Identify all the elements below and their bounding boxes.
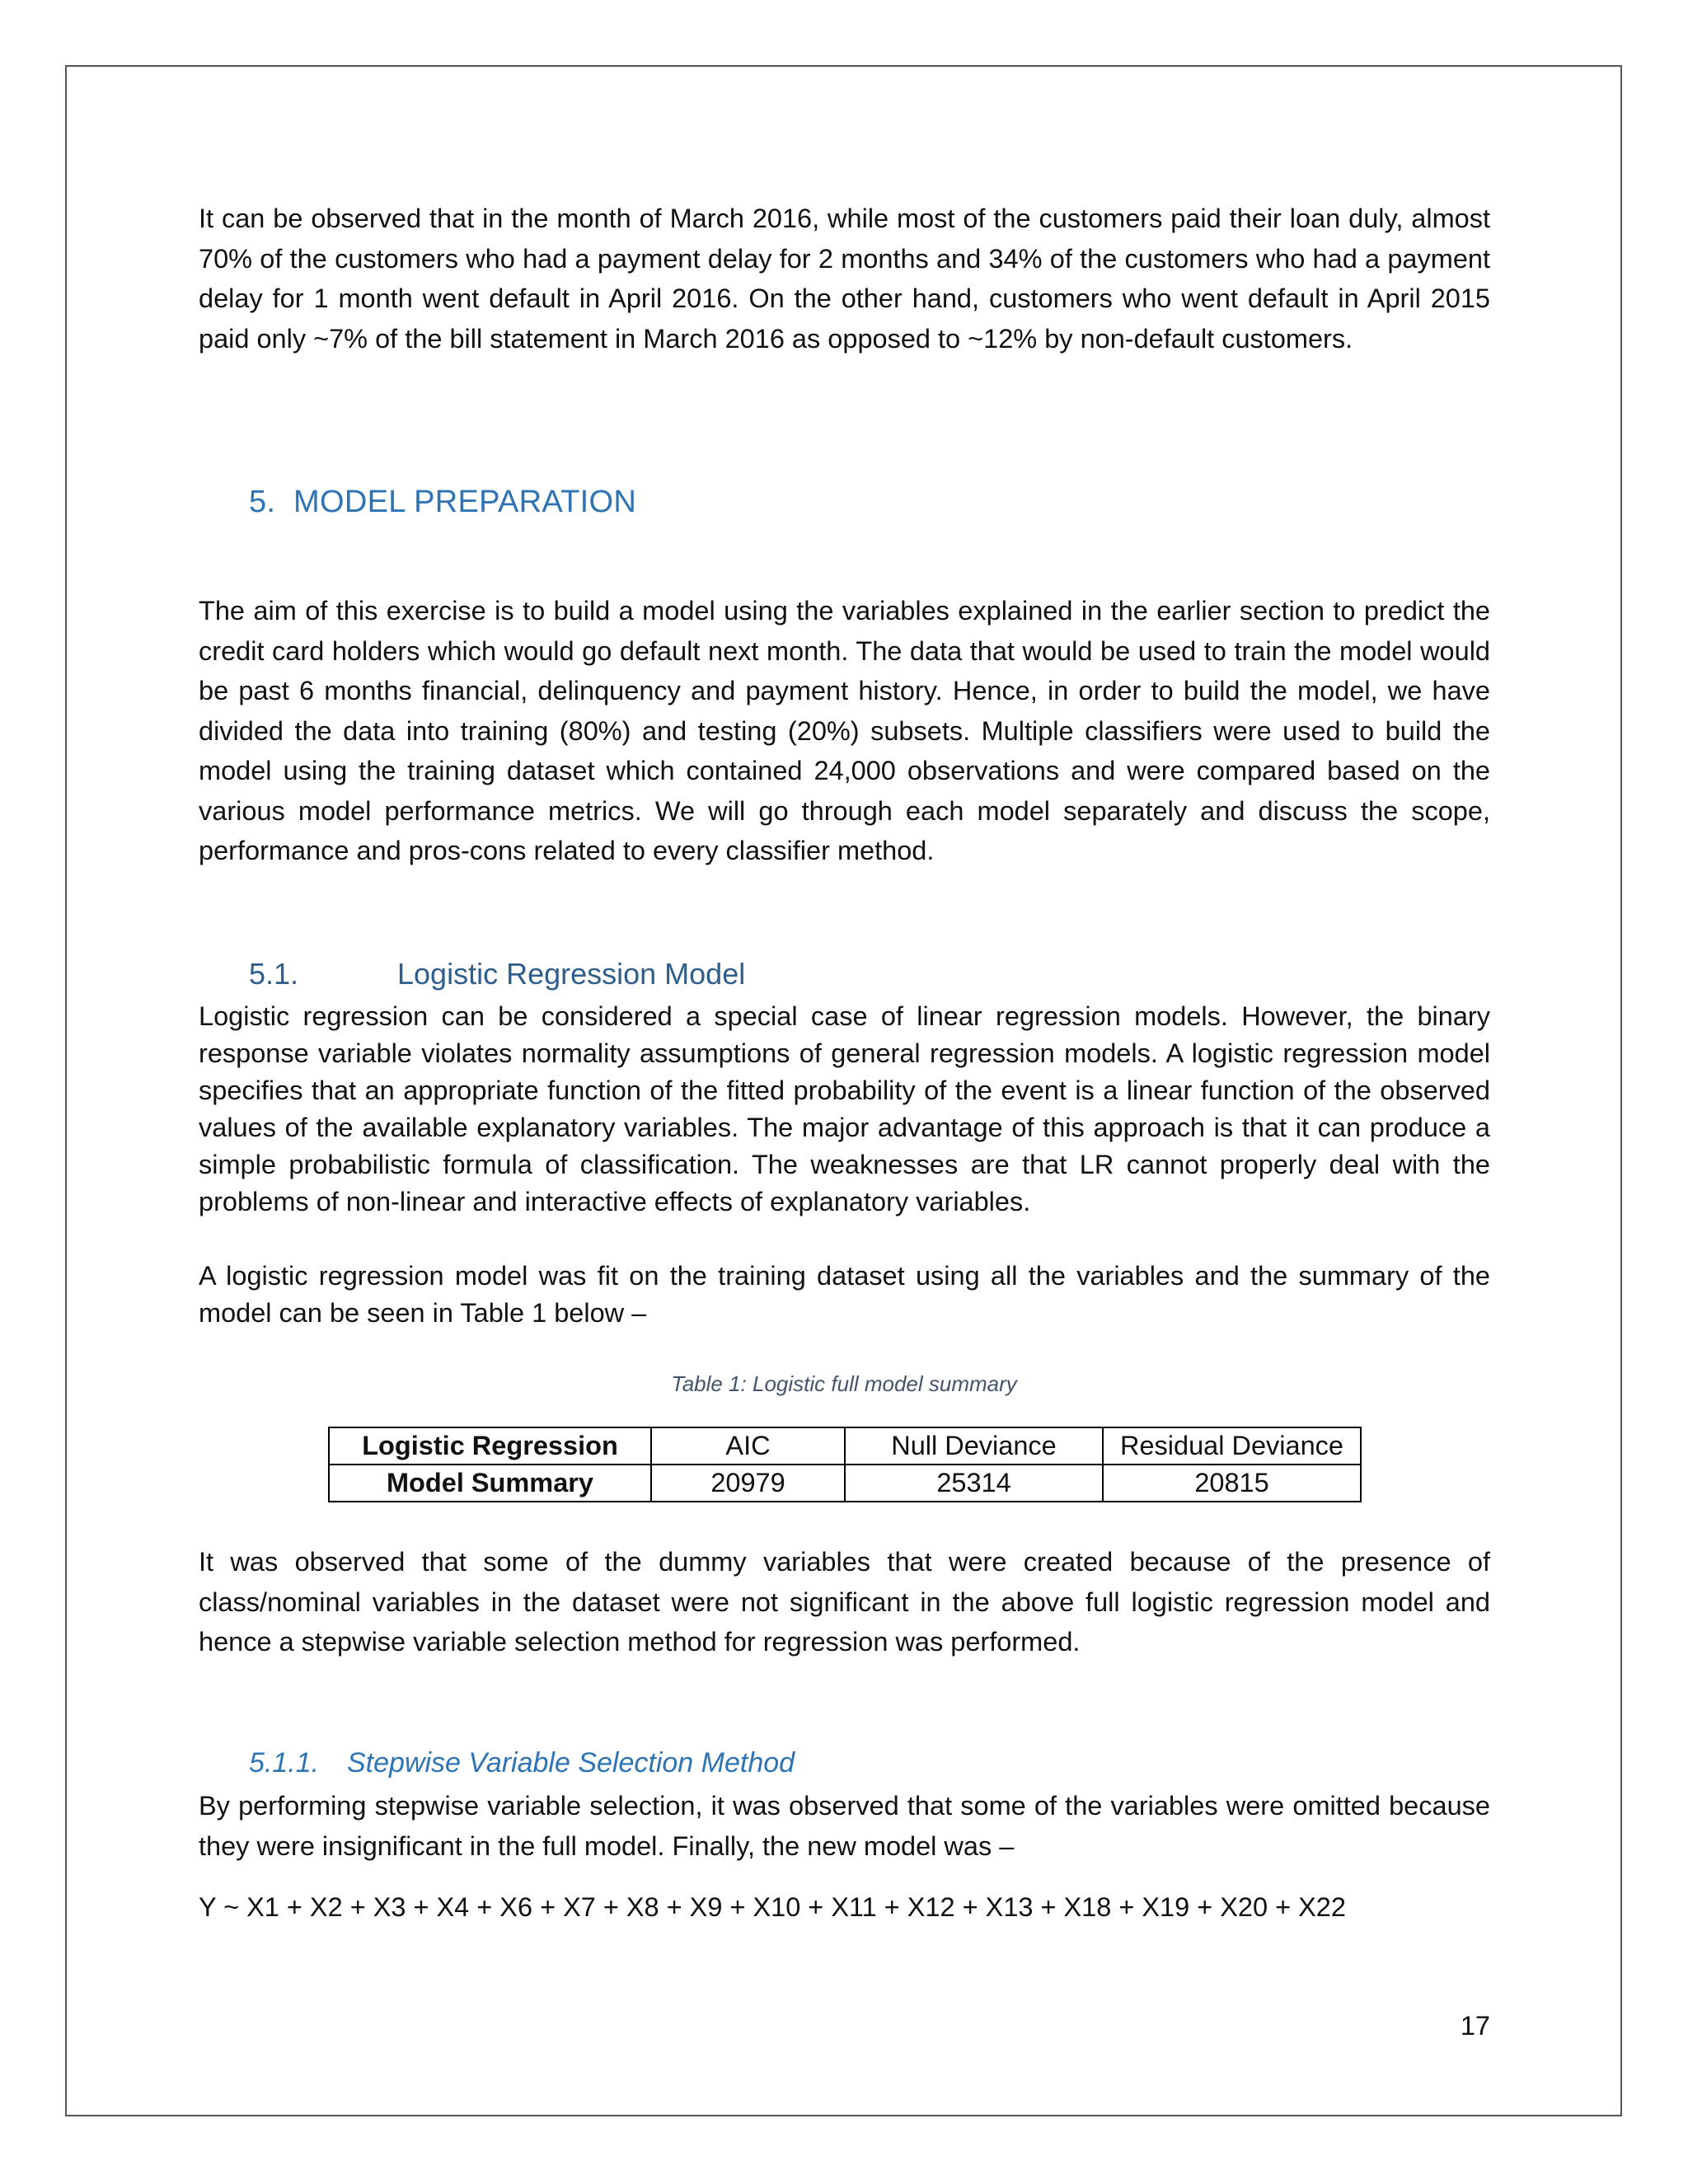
logistic-paragraph-1: Logistic regression can be considered a special case of linear regression models. However, the binary response variable violates normality assumptions of general regression models. A logistic regression model specifies that an appropriate function of the fitted probability of the event is a linear function of the observed values of the available explanatory variables. The major advantage of this approach is that it can produce a simple probabilistic formula of classification. The weaknesses are that LR cannot properly deal with the problems of non-linear and interactive effects of explanatory variables. bbox=[199, 1001, 1490, 1216]
section-5-heading bbox=[249, 485, 636, 520]
intro-paragraph: It can be observed that in the month of March 2016, while most of the customers paid their loan duly, almost 70% of the customers who had a payment delay for 2 months and 34% of the customers who had a payment delay for 1 month went default in April 2016. On the other hand, customers who went default in April 2015 paid only ~7% of the bill statement in March 2016 as opposed to ~12% by non-default customers. bbox=[199, 204, 1490, 354]
section-5-1-1-body bbox=[199, 1786, 1490, 1866]
section-5-body bbox=[199, 591, 1490, 871]
table-header-null-deviance: Null Deviance bbox=[845, 1427, 1103, 1465]
section-5-1-1-number: 5.1.1. bbox=[249, 1747, 320, 1779]
table-row bbox=[329, 1427, 1361, 1465]
table-header-residual-deviance: Residual Deviance bbox=[1103, 1427, 1361, 1465]
page-number: 17 bbox=[1460, 2011, 1490, 2041]
section-5-1-body-3 bbox=[199, 1542, 1490, 1662]
intro-section bbox=[199, 199, 1490, 359]
logistic-paragraph-2: A logistic regression model was fit on the training dataset using all the variables and the summary of the model can be seen in Table 1 below – bbox=[199, 1261, 1490, 1328]
table-value-null-deviance: 25314 bbox=[845, 1465, 1103, 1502]
table-value-residual-deviance: 20815 bbox=[1103, 1465, 1361, 1502]
stepwise-paragraph: By performing stepwise variable selection, it was observed that some of the variables were omitted because they were insignificant in the full model. Finally, the new model was – bbox=[199, 1791, 1490, 1861]
table-row bbox=[329, 1465, 1361, 1502]
section-5-1-title: Logistic Regression Model bbox=[397, 957, 746, 991]
table-1-caption: Table 1: Logistic full model summary bbox=[671, 1371, 1017, 1396]
section-5-paragraph: The aim of this exercise is to build a model using the variables explained in the earlier section to predict the credit card holders which would go default next month. The data that would be used to train the model would be past 6 months financial, delinquency and payment history. Hence, in order to build the model, we have divided the data into training (80%) and testing (20%) subsets. Multiple classifiers were used to build the model using the training dataset which contained 24,000 observations and were compared based on the various model performance metrics. We will go through each model separately and discuss the scope, performance and pros-cons related to every classifier method. bbox=[199, 596, 1490, 865]
table-row-header-1: Logistic Regression bbox=[329, 1427, 651, 1465]
section-5-1-1-title: Stepwise Variable Selection Method bbox=[347, 1747, 795, 1779]
table-row-header-2: Model Summary bbox=[329, 1465, 651, 1502]
table-header-aic: AIC bbox=[651, 1427, 845, 1465]
section-5-title: MODEL PREPARATION bbox=[293, 485, 637, 519]
table-value-aic: 20979 bbox=[651, 1465, 845, 1502]
logistic-summary-table bbox=[328, 1427, 1362, 1502]
logistic-paragraph-3: It was observed that some of the dummy variables that were created because of the presence of class/nominal variables in the dataset were not significant in the above full logistic regression model and hence a stepwise variable selection method for regression was performed. bbox=[199, 1547, 1490, 1657]
section-5-1-number: 5.1. bbox=[249, 957, 299, 991]
section-5-number: 5. bbox=[249, 485, 276, 519]
section-5-1-body bbox=[199, 998, 1490, 1221]
model-formula: Y ~ X1 + X2 + X3 + X4 + X6 + X7 + X8 + X9 + X10 + X11 + X12 + X13 + X18 + X19 + X20 + X22 bbox=[199, 1892, 1346, 1922]
section-5-1-body-2 bbox=[199, 1258, 1490, 1332]
